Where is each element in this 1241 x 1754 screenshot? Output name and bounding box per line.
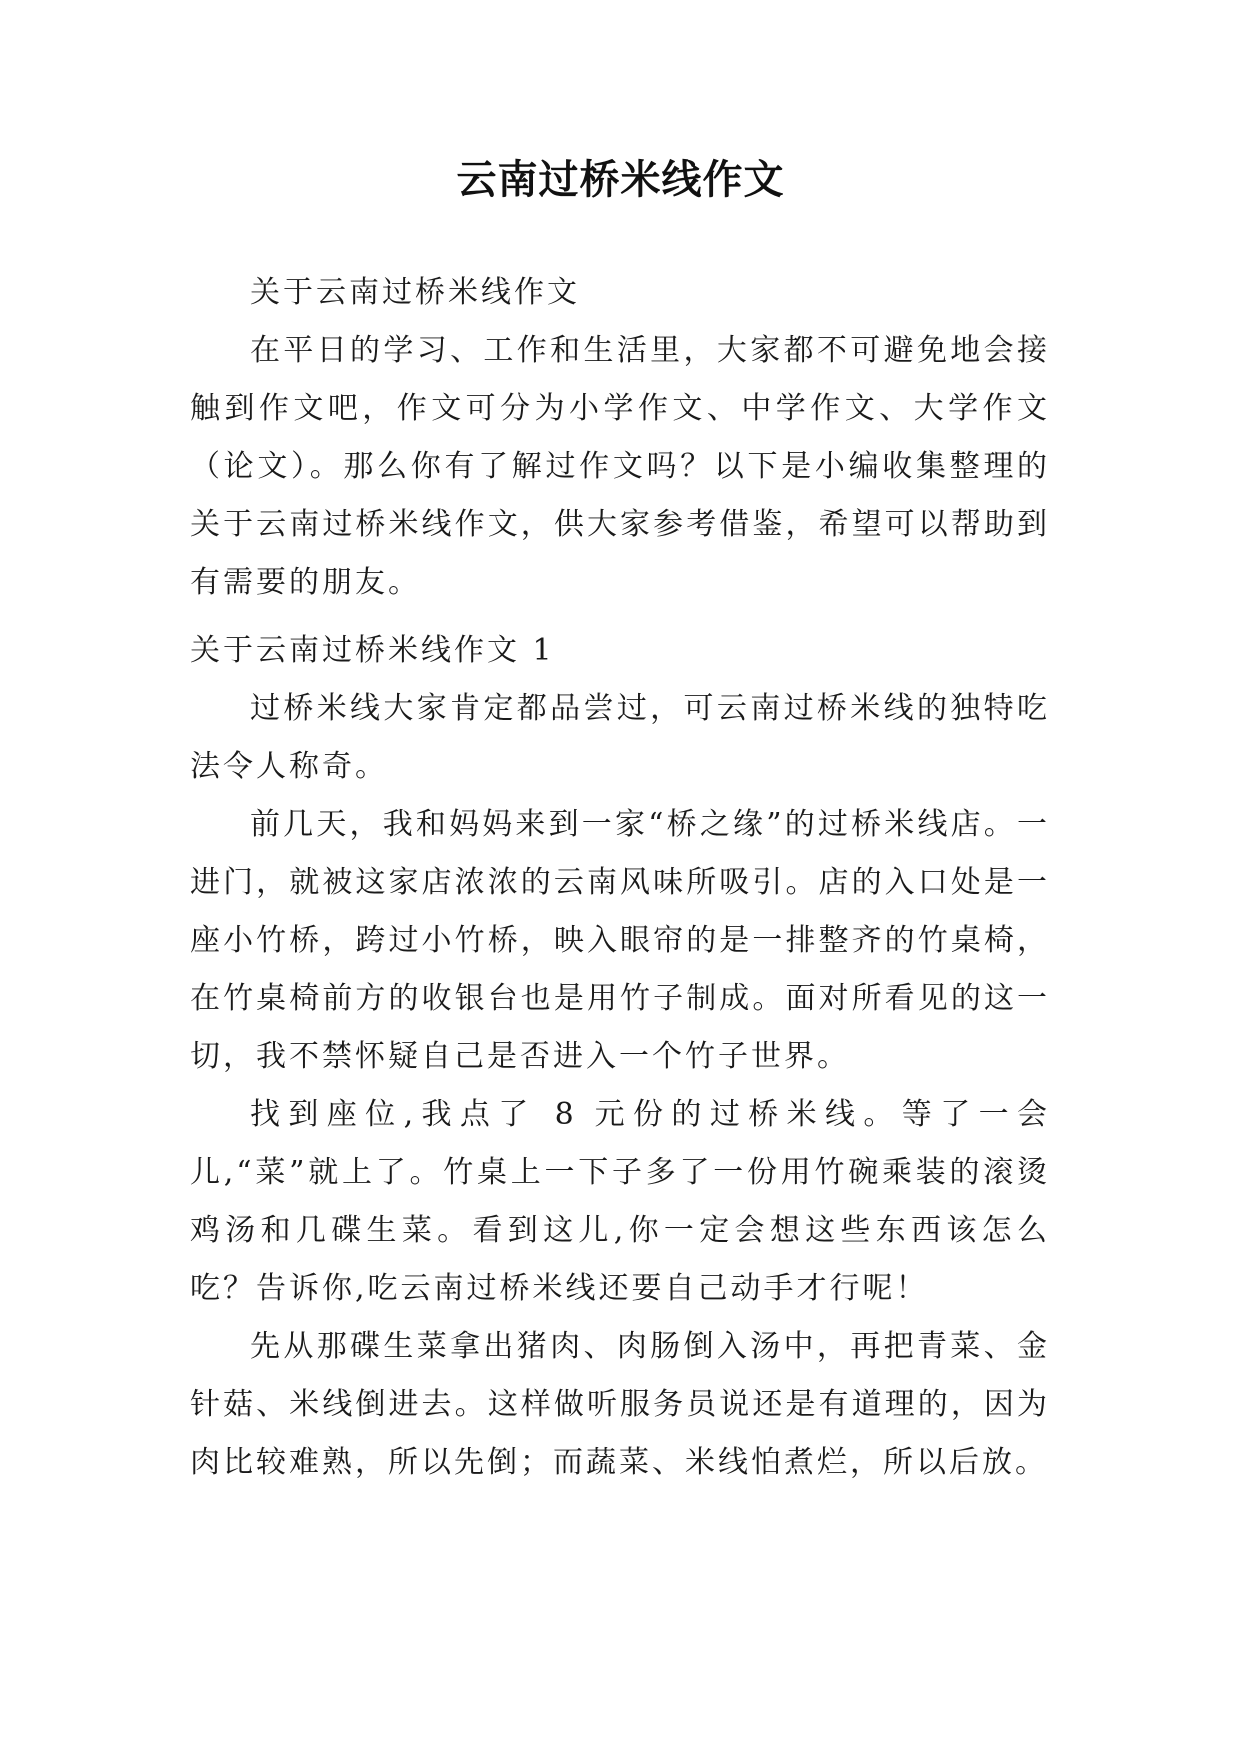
body-paragraph-2: 前几天，我和妈妈来到一家“桥之缘”的过桥米线店。一进门，就被这家店浓浓的云南风味所吸引。店的入口处是一座小竹桥，跨过小竹桥，映入眼帘的是一排整齐的竹桌椅，在竹桌椅前方的收银台也是用竹子制成。面对所看见的这一切，我不禁怀疑自己是否进入一个竹子世界。 [190,807,1050,1074]
intro-paragraph: 在平日的学习、工作和生活里，大家都不可避免地会接触到作文吧，作文可分为小学作文、中学作文、大学作文（论文）。那么你有了解过作文吗？以下是小编收集整理的关于云南过桥米线作文，供大家参考借鉴，希望可以帮助到有需要的朋友。 [190,333,1050,600]
intro-heading: 关于云南过桥米线作文 [250,275,580,310]
body-paragraph-1: 过桥米线大家肯定都品尝过，可云南过桥米线的独特吃法令人称奇。 [190,691,1050,784]
body-paragraph-3: 找到座位,我点了 8 元份的过桥米线。等了一会儿,“菜”就上了。竹桌上一下子多了一份用竹碗乘装的滚烫鸡汤和几碟生菜。看到这儿,你一定会想这些东西该怎么吃？告诉你,吃云南过桥米线还要自己动手才行呢！ [190,1097,1050,1306]
body-paragraph-4: 先从那碟生菜拿出猪肉、肉肠倒入汤中，再把青菜、金针菇、米线倒进去。这样做听服务员说还是有道理的，因为肉比较难熟，所以先倒；而蔬菜、米线怕煮烂，所以后放。 [190,1329,1050,1480]
document-title: 云南过桥米线作文 [456,156,785,203]
section-heading: 关于云南过桥米线作文 1 [190,633,555,668]
